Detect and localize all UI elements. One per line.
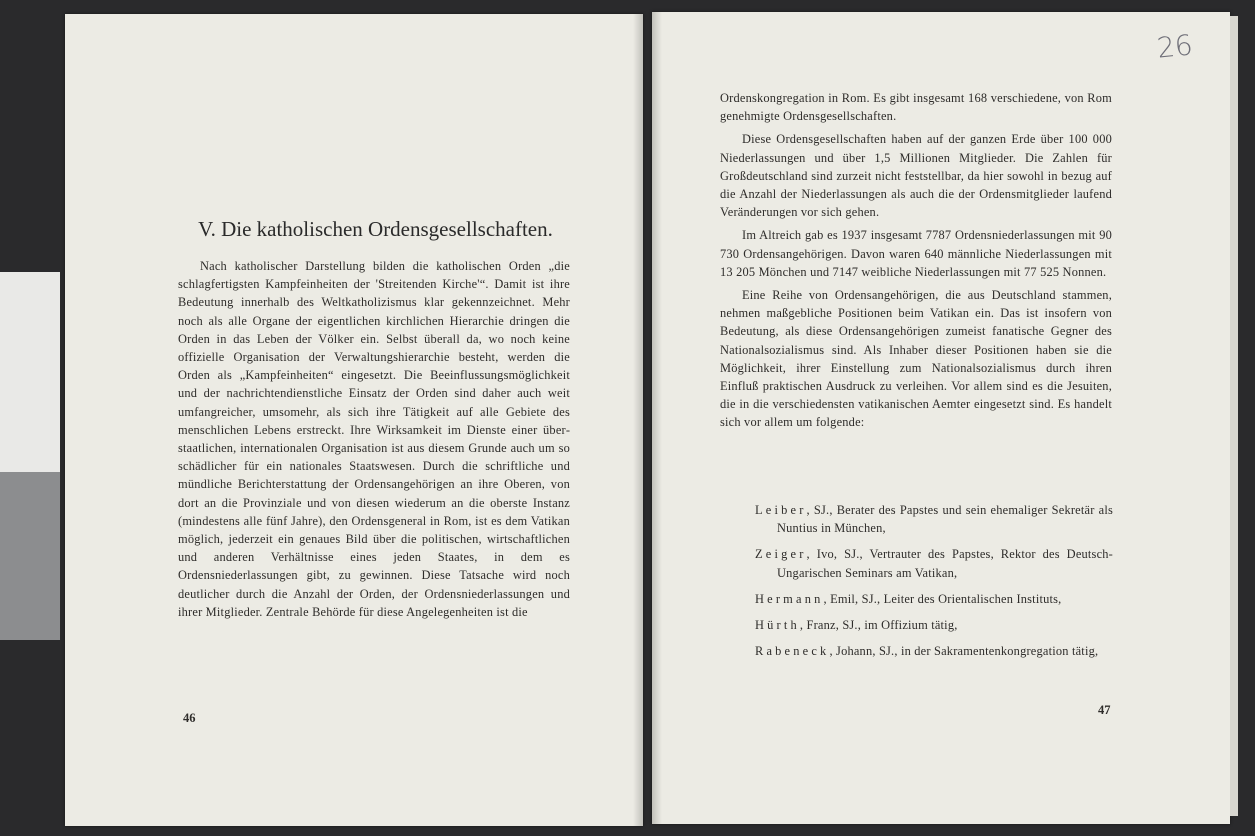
list-item-name: Zeiger <box>755 547 807 562</box>
list-item-name: Hürth <box>755 618 800 633</box>
jesuit-list <box>755 501 1113 668</box>
right-body-text <box>720 89 1112 437</box>
list-item-name: Leiber <box>755 503 807 517</box>
list-item-text: , Johann, SJ., in der Sakramentenkongregation tätig, <box>829 644 1099 659</box>
list-item-text: , Ivo, SJ., Vertrauter des Papstes, Rektor des Deutsch-Ungarischen Seminars am Vatikan, <box>777 547 1113 580</box>
list-item-name: Hermann <box>755 591 824 606</box>
page-number: 47 <box>1098 703 1111 717</box>
list-item <box>755 616 1113 634</box>
left-body-text <box>178 257 570 621</box>
list-item-text: , Franz, SJ., im Offizium tätig, <box>799 618 958 633</box>
right-page <box>652 12 1230 824</box>
list-item-text: , Emil, SJ., Leiter des Orientalischen Instituts, <box>823 591 1062 606</box>
page-edge <box>1230 16 1238 816</box>
list-item <box>755 642 1113 660</box>
paragraph: Im Altreich gab es 1937 insgesamt 7787 Ordensniederlassungen mit 90 730 Ordensangehörigen. Davon waren 640 männliche Niederlassungen mit 13 205 Mönchen und 7147 weibliche Niederlassungen mit 77 525 Nonnen. <box>720 228 1112 279</box>
page-number: 46 <box>183 711 196 725</box>
list-item <box>755 545 1113 581</box>
list-item <box>755 590 1113 608</box>
paragraph: Diese Ordensgesellschaften haben auf der ganzen Erde über 100 000 Niederlassungen und über 1,5 Millionen Mitglieder. Die Zahlen für Großdeutschland sind zurzeit nicht feststellbar, da hier sowohl in bezug auf die Anzahl der Niederlassungen als auch die der Ordensmitglieder laufend Veränderungen vor sich gehen. <box>720 132 1112 220</box>
list-item-text: , SJ., Berater des Papstes und sein ehemaliger Sekretär als Nuntius in München, <box>777 503 1113 536</box>
handwritten-page-number: 26 <box>1155 28 1195 65</box>
gutter-shadow <box>652 12 662 824</box>
paragraph: Nach katholischer Darstellung bilden die katholischen Orden „die schlagfertigsten Kampfeinheiten der 'Streitenden Kirche'“. Damit ist ihre Bedeutung innerhalb des Weltkatholizismus klar gekennzeichnet. Mehr noch als alle Organe der eigentlichen kirchlichen Hierarchie dringen die Orden in das Leben der Völker ein. Selbst überall da, wo noch keine offizielle Organisation der Verwaltungshierarchie besteht, werden die Orden als „Kampfeinheiten“ eingesetzt. Die Beeinflussungsmöglichkeit und der nachrichtendienstliche Einsatz der Orden sind daher auch weit umfangreicher, umsomehr, als sich ihre Tätigkeit auf alle Gebiete des menschlichen Lebens erstreckt. Ihre Wirksamkeit im Dienste einer überstaatlichen, internationalen Organisation ist aus diesem Grunde auch um so schädlicher für ein nationales Staatswesen. Durch die schriftliche und mündliche Berichterstattung der Ordensangehörigen an ihre Oberen, von dort an die Provinziale und von diesen wiederum an die oberste Instanz (mindestens alle fünf Jahre), den Ordensgeneral in Rom, ist es dem Vatikan möglich, jederzeit ein genaues Bild über die politischen, wirtschaftlichen und anderen Verhältnisse eines jeden Staates, in dem es Ordensniederlassungen gibt, zu gewinnen. Diese Tatsache wird noch deutlicher durch die Anzahl der Orden, der Ordensniederlassungen und ihrer Mitglieder. Zentrale Behörde für diese Angelegenheiten ist die <box>178 259 570 619</box>
paragraph: Eine Reihe von Ordensangehörigen, die aus Deutschland stammen, nehmen maßgebliche Positionen beim Vatikan ein. Das ist insofern von Bedeutung, als diese Ordensangehörigen zumeist fanatische Gegner des Nationalsozialismus sind. Als Inhaber dieser Positionen haben sie die Möglichkeit, ihrer Einstellung zum Nationalsozialismus durch ihren Einfluß praktischen Ausdruck zu verleihen. Vor allem sind es die Jesuiten, die in die verschiedensten vatikanischen Aemter eingesetzt sind. Es handelt sich vor allem um folgende: <box>720 288 1112 430</box>
paragraph: Ordenskongregation in Rom. Es gibt insgesamt 168 verschiedene, von Rom genehmigte Ordensgesellschaften. <box>720 91 1112 124</box>
list-item-name: Rabeneck <box>755 644 830 659</box>
gutter-shadow <box>633 14 643 826</box>
left-page <box>65 14 643 826</box>
list-item <box>755 501 1113 537</box>
chapter-title: V. Die katholischen Ordensgesellschaften. <box>198 217 553 241</box>
background-strip-white <box>0 272 60 472</box>
background-strip-gray <box>0 472 60 640</box>
